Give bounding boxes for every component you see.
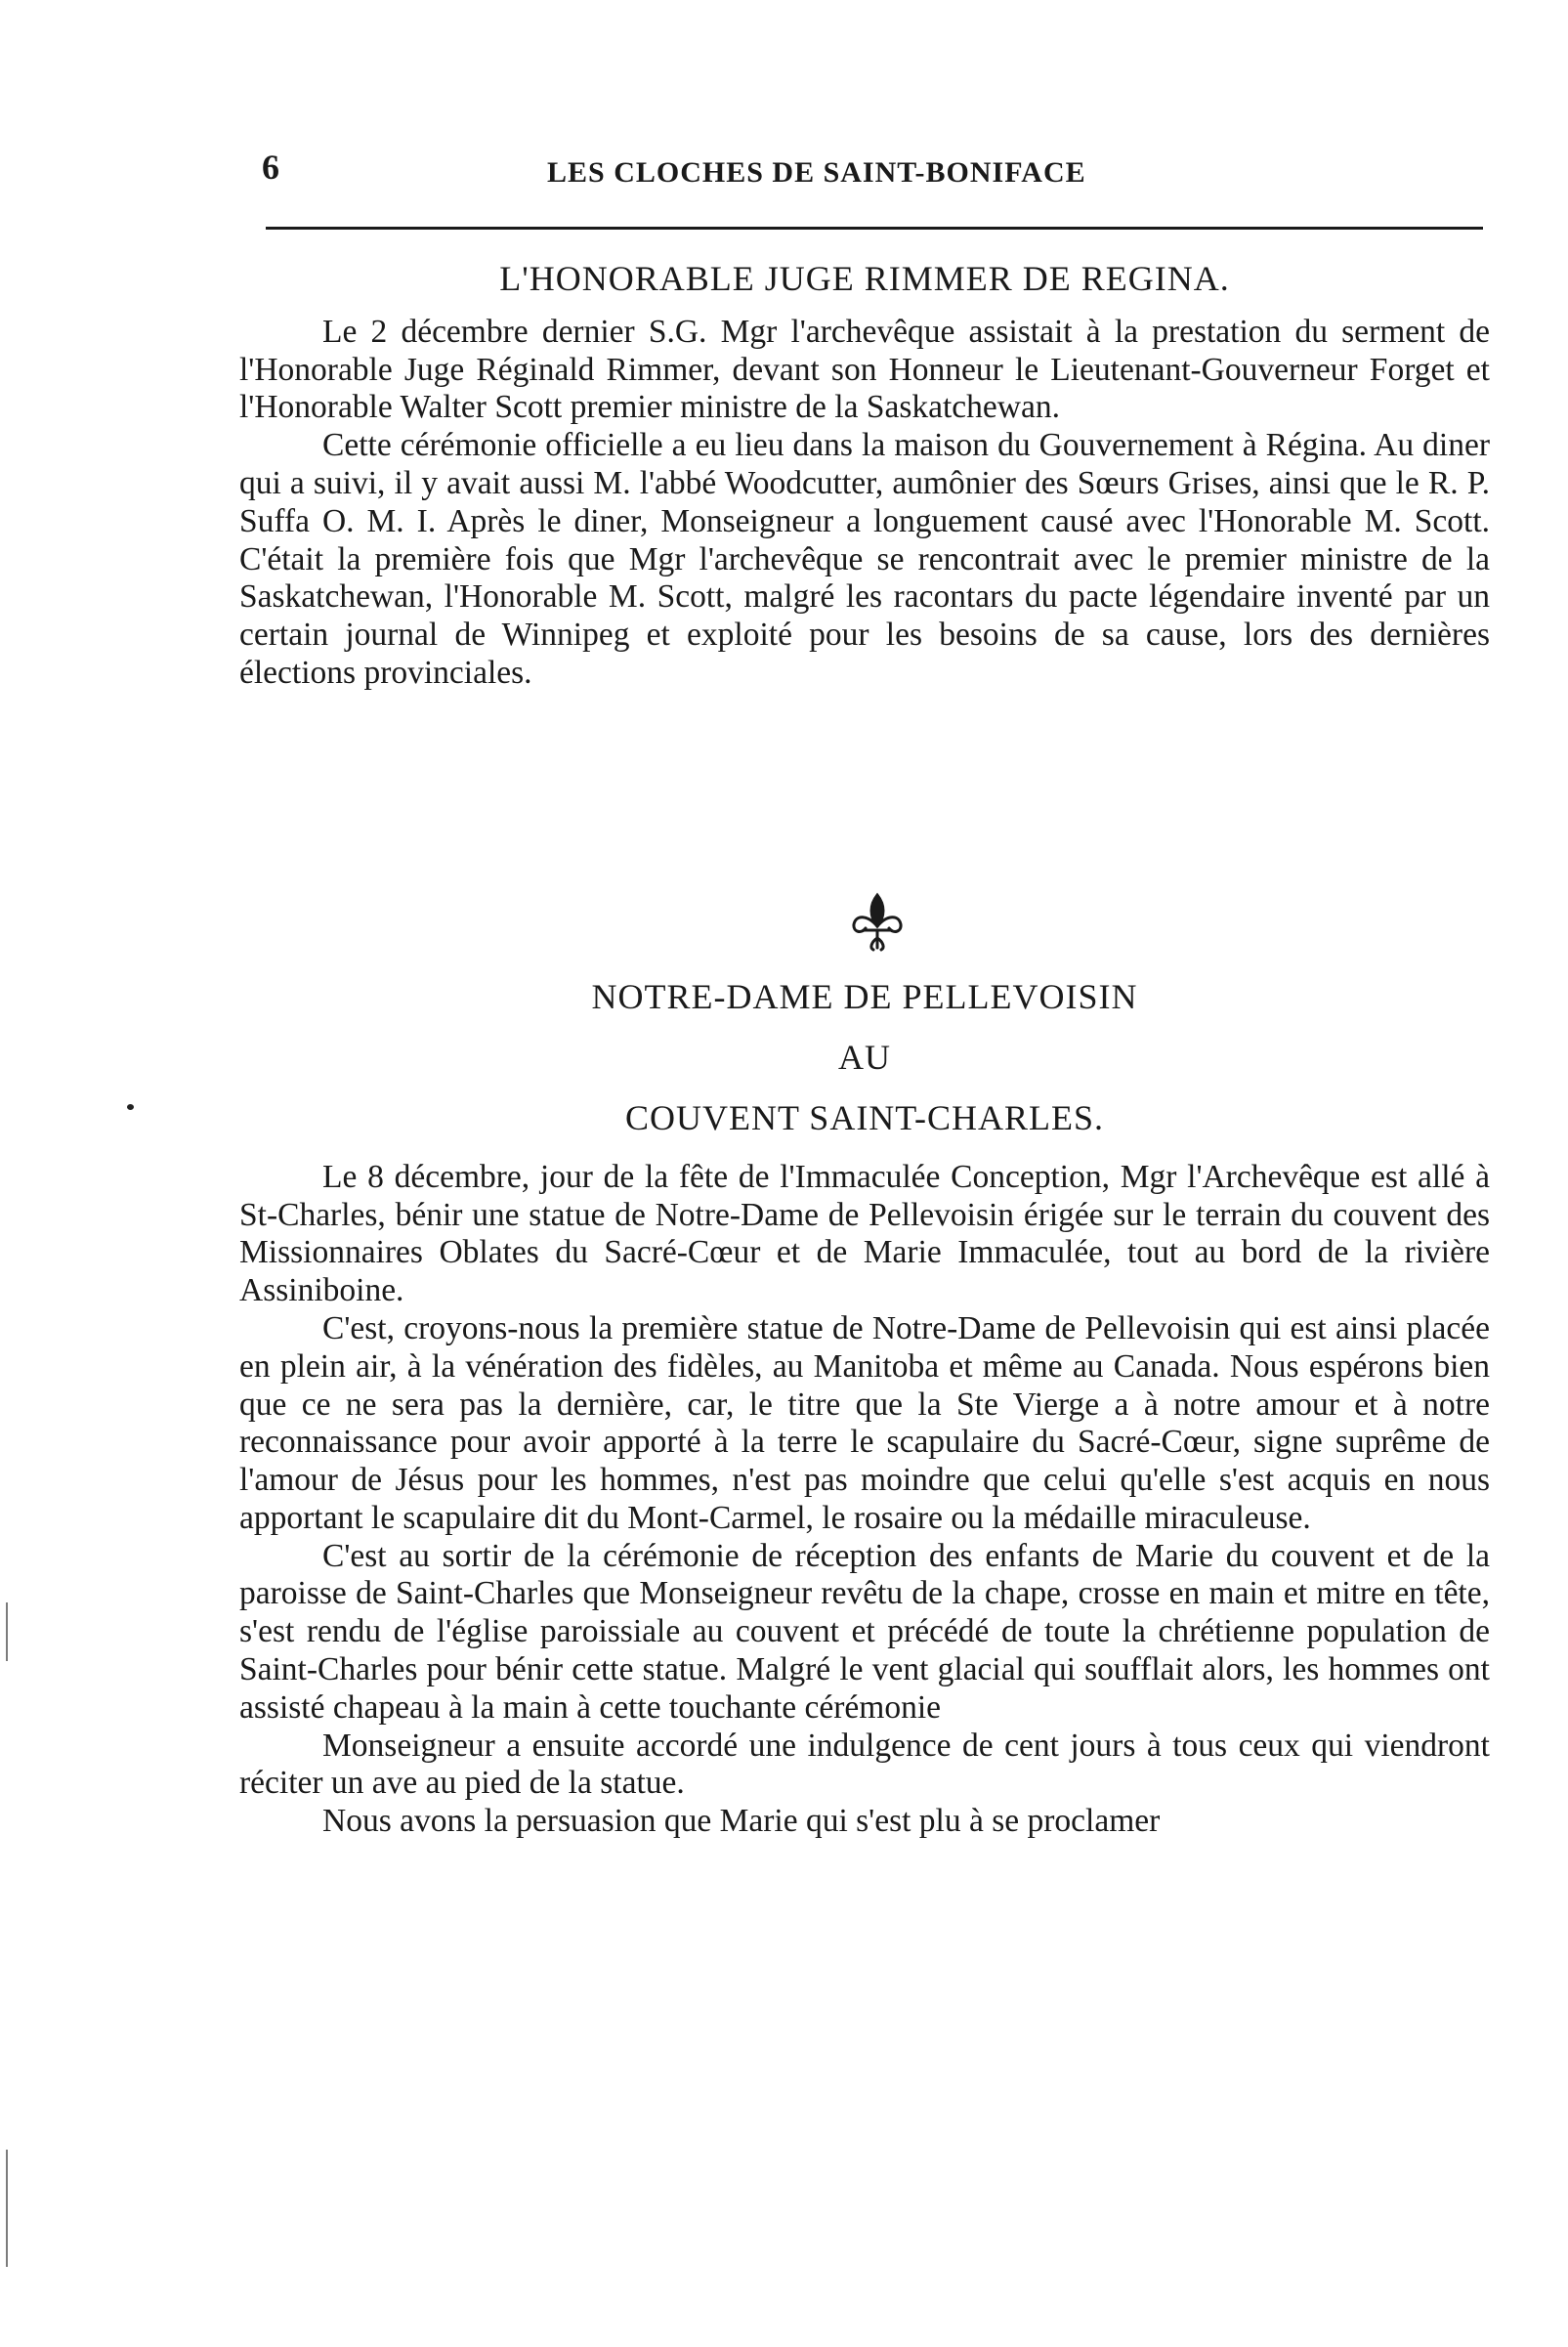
- article-paragraph: Monseigneur a ensuite accordé une indulgence de cent jours à tous ceux qui viendront réciter un ave au pied de la statue.: [239, 1727, 1490, 1802]
- header-rule: [266, 227, 1483, 230]
- article-pellevoisin: [239, 967, 1490, 1841]
- article-title: [239, 967, 1490, 1149]
- article-paragraph: Nous avons la persuasion que Marie qui s'est plu à se proclamer: [322, 1803, 1161, 1840]
- article-title: L'HONORABLE JUGE RIMMER DE REGINA.: [499, 259, 1230, 298]
- title-line: AU: [838, 1037, 891, 1077]
- title-line: NOTRE-DAME DE PELLEVOISIN: [591, 977, 1138, 1016]
- title-line: COUVENT SAINT-CHARLES.: [624, 1097, 1105, 1137]
- article-paragraph: Le 2 décembre dernier S.G. Mgr l'archevêque assistait à la prestation du serment de l'Honorable Juge Réginald Rimmer, devant son Honneur le Lieutenant-Gouverneur Forget et l'Honorable Walter Scott premier ministre de la Saskatchewan.: [239, 313, 1490, 426]
- running-title: LES CLOCHES DE SAINT-BONIFACE: [547, 156, 1086, 189]
- article-paragraph: Le 8 décembre, jour de la fête de l'Immaculée Conception, Mgr l'Archevêque est allé à St-Charles, bénir une statue de Notre-Dame de Pellevoisin érigée sur le terrain du couvent des Missionnaires Oblates du Sacré-Cœur et de Marie Immaculée, tout au bord de la rivière Assiniboine.: [239, 1158, 1490, 1309]
- fleur-de-lis-icon: [848, 891, 907, 954]
- ink-speck: [127, 1104, 134, 1110]
- scan-edge-mark: [6, 1602, 8, 1661]
- article-paragraph: C'est au sortir de la cérémonie de réception des enfants de Marie du couvent et de la paroisse de Saint-Charles que Monseigneur revêtu de la chape, crosse en main et mitre en tête, s'est rendu de l'église paroissiale au couvent et précédé de toute la chrétienne population de Saint-Charles pour bénir cette statue. Malgré le vent glacial qui soufflait alors, les hommes ont assisté chapeau à la main à cette touchante cérémonie: [239, 1537, 1490, 1726]
- article-paragraph: C'est, croyons-nous la première statue de Notre-Dame de Pellevoisin qui est ainsi placée en plein air, à la vénération des fidèles, au Manitoba et même au Canada. Nous espérons bien que ce ne sera pas la dernière, car, le titre que la Ste Vierge a à notre amour et à notre reconnaissance pour avoir apporté à la terre le scapulaire du Sacré-Cœur, signe suprême de l'amour de Jésus pour les hommes, n'est pas moindre que celui qu'elle s'est acquis en nous apportant le scapulaire dit du Mont-Carmel, le rosaire ou la médaille miraculeuse.: [239, 1309, 1490, 1536]
- article-paragraph: Cette cérémonie officielle a eu lieu dans la maison du Gouvernement à Régina. Au diner qui a suivi, il y avait aussi M. l'abbé Woodcutter, aumônier des Sœurs Grises, ainsi que le R. P. Suffa O. M. I. Après le diner, Monseigneur a longuement causé avec l'Honorable M. Scott. C'était la première fois que Mgr l'archevêque se rencontrait avec le premier ministre de la Saskatchewan, l'Honorable M. Scott, malgré les racontars du pacte légendaire inventé par un certain journal de Winnipeg et exploité pour les besoins de sa cause, lors des dernières élections provinciales.: [239, 427, 1490, 691]
- article-juge-rimmer: [239, 256, 1490, 693]
- page-number: 6: [262, 148, 279, 187]
- scan-edge-mark: [6, 2150, 8, 2267]
